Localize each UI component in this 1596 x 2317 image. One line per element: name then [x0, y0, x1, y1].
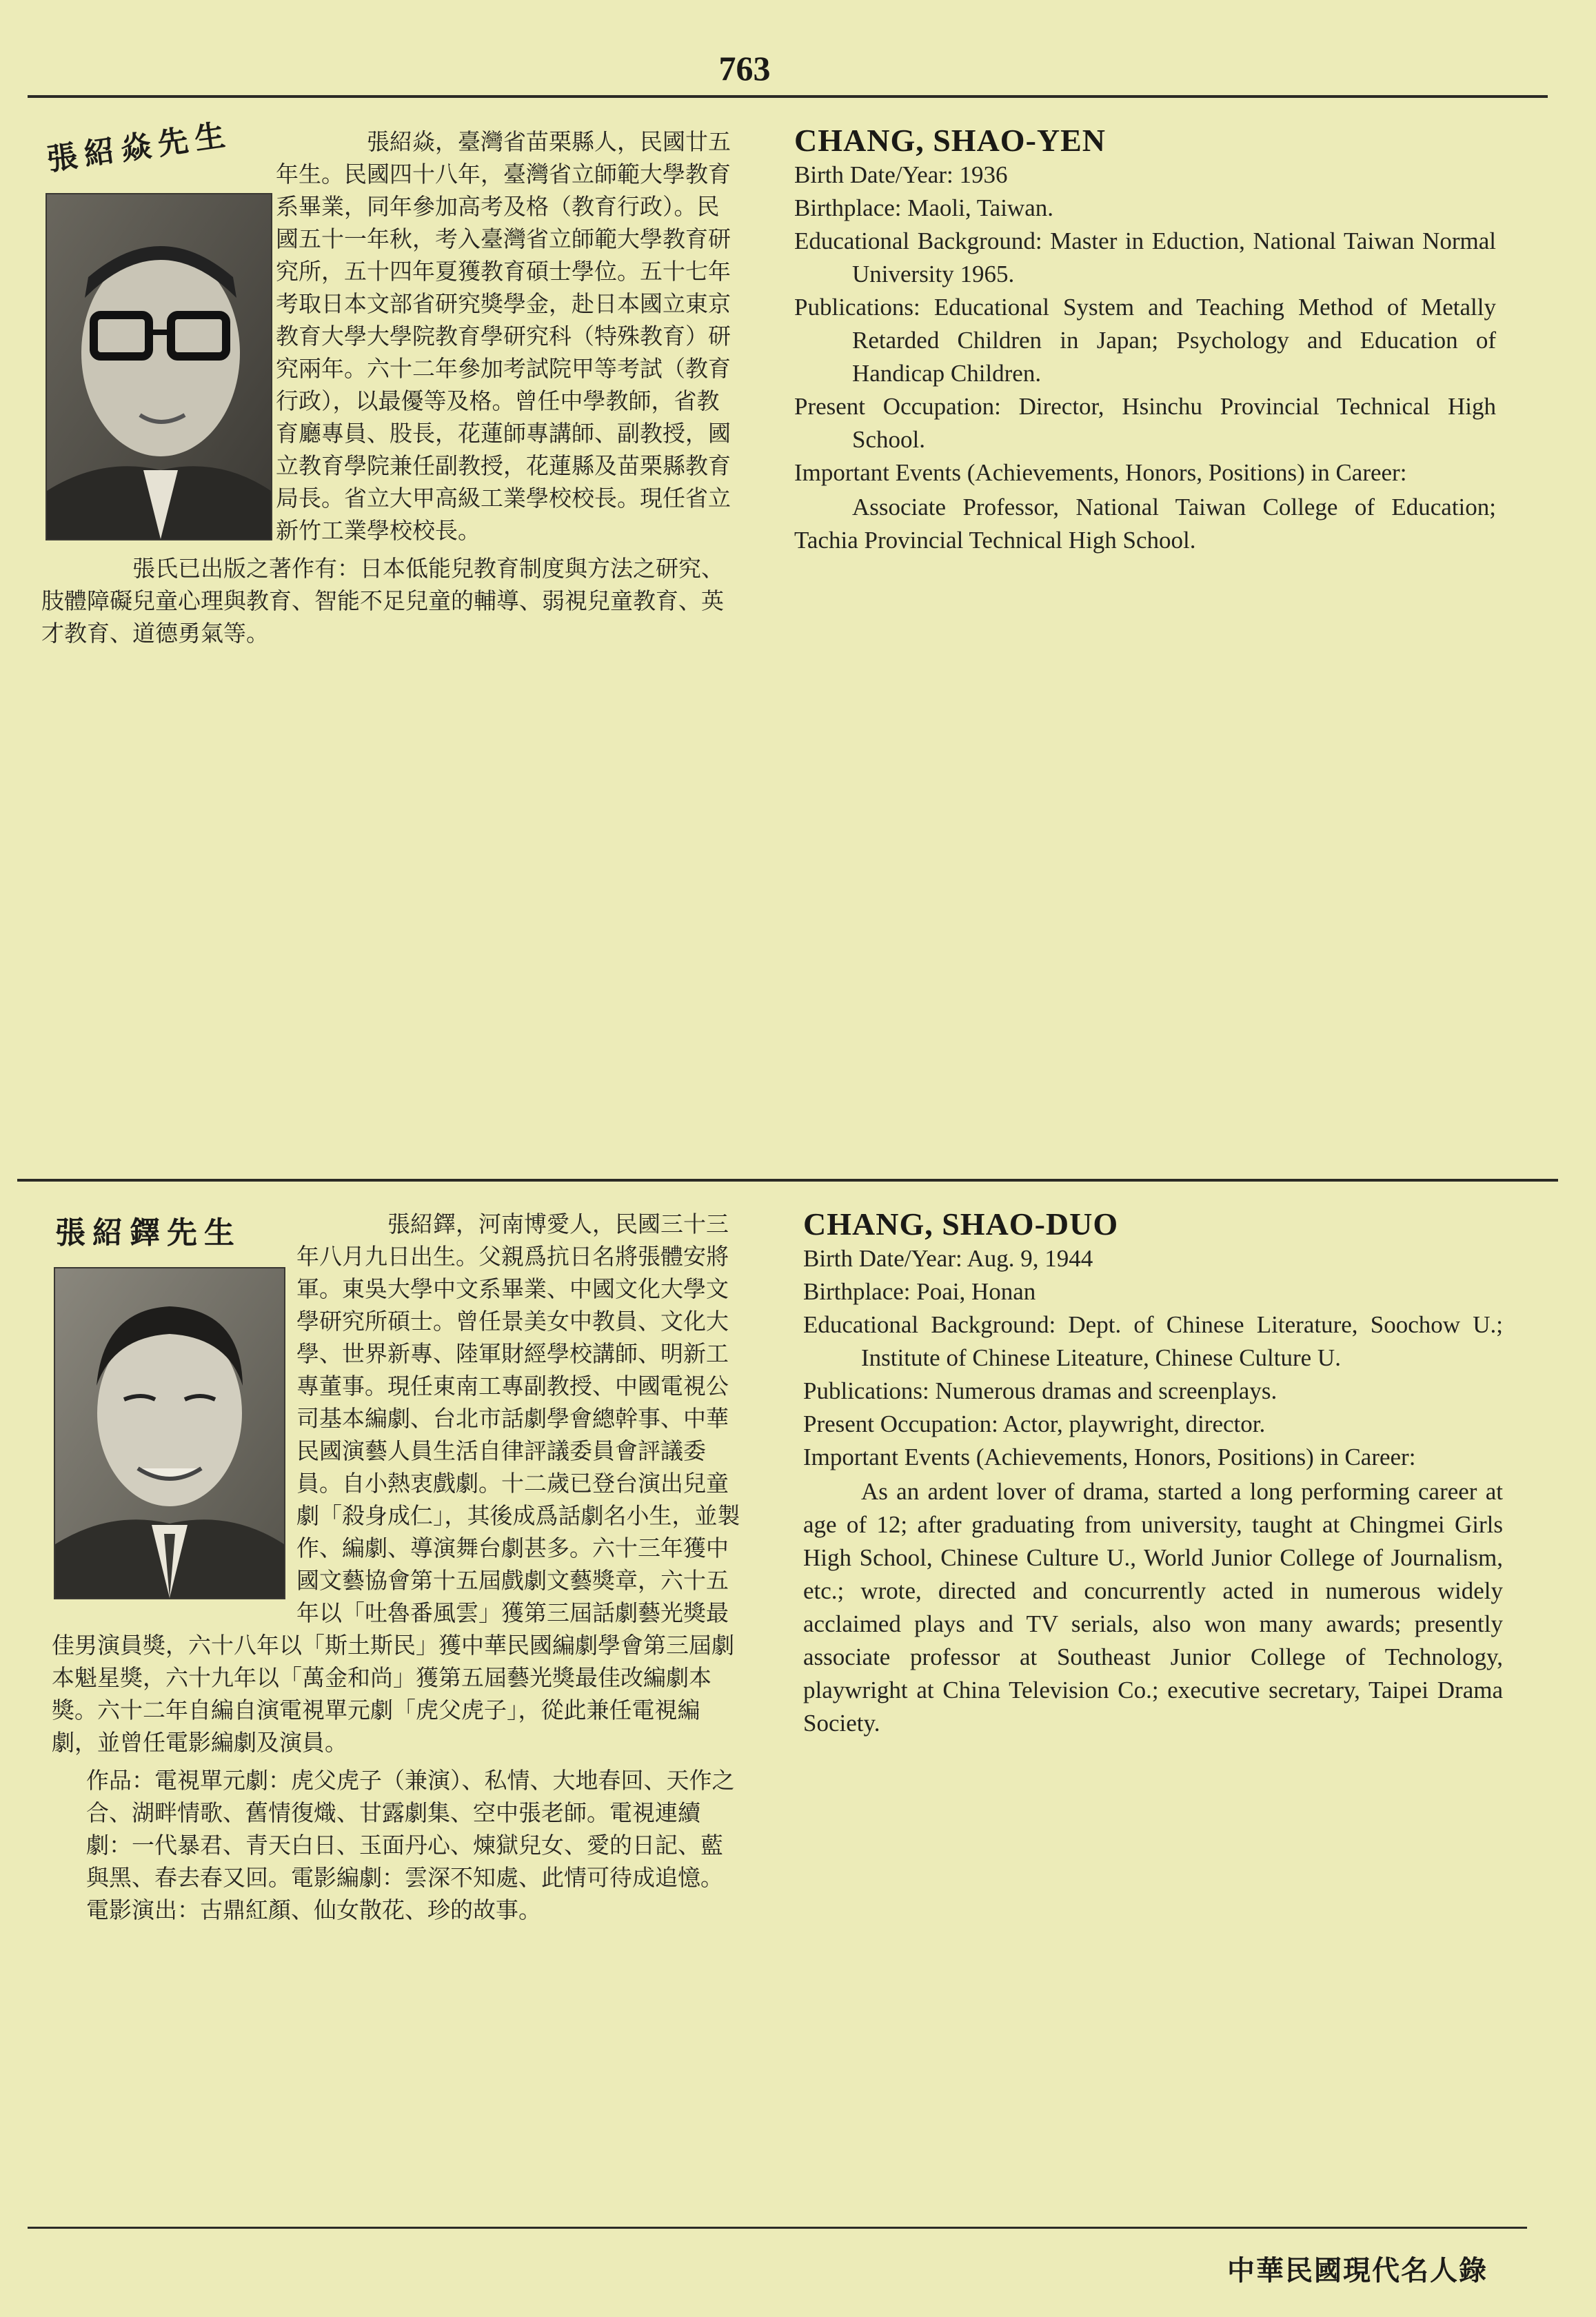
bottom-rule [28, 2227, 1527, 2229]
entry-2-chinese-paragraph-2: 作品：電視單元劇：虎父虎子（兼演）、私情、大地春回、天作之合、湖畔情歌、舊情復熾、甘露劇集、空中張老師。電視連續劇：一代暴君、青天白日、玉面丹心、煉獄兒女、愛的日記、藍與黑、春去春又回。電影編劇：雲深不知處、此情可待成追憶。電影演出：古鼎紅顏、仙女散花、珍的故事。 [86, 1767, 735, 1923]
entry-2-career: As an ardent lover of drama, started a long performing career at age of 12; after graduating from university, taught at Chingmei Girls High School, Chinese Culture U., World Junior College of Journalism, etc.; wrote, directed and concurrently acted in numerous widely acclaimed plays and TV serials, also won many awards; presently associate professor at Southeast Junior College of Technology, playwright at China Television Co.; executive secretary, Taipei Drama Society. [803, 1478, 1503, 1737]
entry-2-chinese-paragraph-1: 張紹鐸，河南博愛人，民國三十三年八月九日出生。父親爲抗日名將張體安將軍。東吳大學中文系畢業、中國文化大學文學研究所碩士。曾任景美女中教員、文化大學、世界新專、陸軍財經學校講師、明新工專董事。現任東南工專副教授、中國電視公司基本編劇、台北市話劇學會總幹事、中華民國演藝人員生活自律評議委員會評議委員。自小熱衷戲劇。十二歲已登台演出兒童劇「殺身成仁」，其後成爲話劇名小生，並製作、編劇、導演舞台劇甚多。六十三年獲中國文藝協會第十五屆戲劇文藝獎章，六十五年以「吐魯番風雲」獲第三屆話劇藝光獎最佳男演員獎，六十八年以「斯土斯民」獲中華民國編劇學會第三屆劇本魁星獎，六十九年以「萬金和尚」獲第五屆藝光獎最佳改編劇本獎。六十二年自編自演電視單元劇「虎父虎子」，從此兼任電視編劇，並曾任電影編劇及演員。 [52, 1211, 740, 1756]
entry-1-chinese-paragraph-2: 張氏已出版之著作有：日本低能兒教育制度與方法之研究、肢體障礙兒童心理與教育、智能不足兒童的輔導、弱視兒童教育、英才教育、道德勇氣等。 [41, 555, 724, 647]
entry-1-chinese-name: 張紹焱先生 [45, 117, 234, 178]
entry-2-events-heading: Important Events (Achievements, Honors, Positions) in Career: [803, 1444, 1416, 1470]
entry-2-education: Educational Background: Dept. of Chinese Literature, Soochow U.; Institute of Chinese Liteature, Chinese Culture U. [803, 1311, 1503, 1371]
entry-1-occupation: Present Occupation: Director, Hsinchu Provincial Technical High School. [794, 393, 1496, 453]
entry-2-birth-date: Birth Date/Year: Aug. 9, 1944 [803, 1245, 1093, 1272]
entry-1-birth-date: Birth Date/Year: 1936 [794, 161, 1008, 188]
entry-2-occupation: Present Occupation: Actor, playwright, director. [803, 1410, 1266, 1437]
entry-1-publications: Publications: Educational System and Teaching Method of Metally Retarded Children in Japan; Psychology and Education of Handicap Children. [794, 294, 1496, 387]
photo-float-spacer [41, 125, 276, 532]
entry-1-events-heading: Important Events (Achievements, Honors, Positions) in Career: [794, 459, 1407, 486]
middle-rule [17, 1179, 1558, 1182]
entry-1-chinese-paragraph-1: 張紹焱，臺灣省苗栗縣人，民國廿五年生。民國四十八年，臺灣省立師範大學教育系畢業，同年參加高考及格（教育行政）。民國五十一年秋，考入臺灣省立師範大學教育研究所，五十四年夏獲教育碩士學位。五十七年考取日本文部省研究獎學金，赴日本國立東京教育大學大學院教育學研究科（特殊教育）研究兩年。六十二年參加考試院甲等考試（教育行政），以最優等及格。曾任中學教師，省教育廳專員、股長，花蓮師專講師、副教授，國立教育學院兼任副教授，花蓮縣及苗栗縣教育局長。省立大甲高級工業學校校長。現任省立新竹工業學校校長。 [276, 128, 731, 544]
entry-2-english-biography [803, 1208, 1503, 1740]
entry-2-chinese-name: 張紹鐸先生 [55, 1215, 241, 1251]
entry-2-chinese-biography [52, 1208, 741, 2007]
book-title-footer: 中華民國現代名人錄 [1227, 2255, 1488, 2287]
entry-2-publications: Publications: Numerous dramas and screenplays. [803, 1377, 1277, 1404]
entry-1-career: Associate Professor, National Taiwan College of Education; Tachia Provincial Technical High School. [794, 494, 1496, 554]
entry-1-english-name: CHANG, SHAO-YEN [794, 123, 1107, 158]
entry-2-birthplace: Birthplace: Poai, Honan [803, 1278, 1036, 1305]
page-number: 763 [718, 49, 771, 88]
entry-1-english-biography [794, 124, 1496, 557]
entry-1-birthplace: Birthplace: Maoli, Taiwan. [794, 194, 1053, 221]
entry-1-chinese-biography [41, 125, 731, 760]
entry-1-education: Educational Background: Master in Eduction, National Taiwan Normal University 1965. [794, 227, 1496, 287]
entry-2-english-name: CHANG, SHAO-DUO [803, 1206, 1119, 1242]
top-rule [28, 95, 1548, 98]
photo-float-spacer [52, 1208, 296, 1611]
